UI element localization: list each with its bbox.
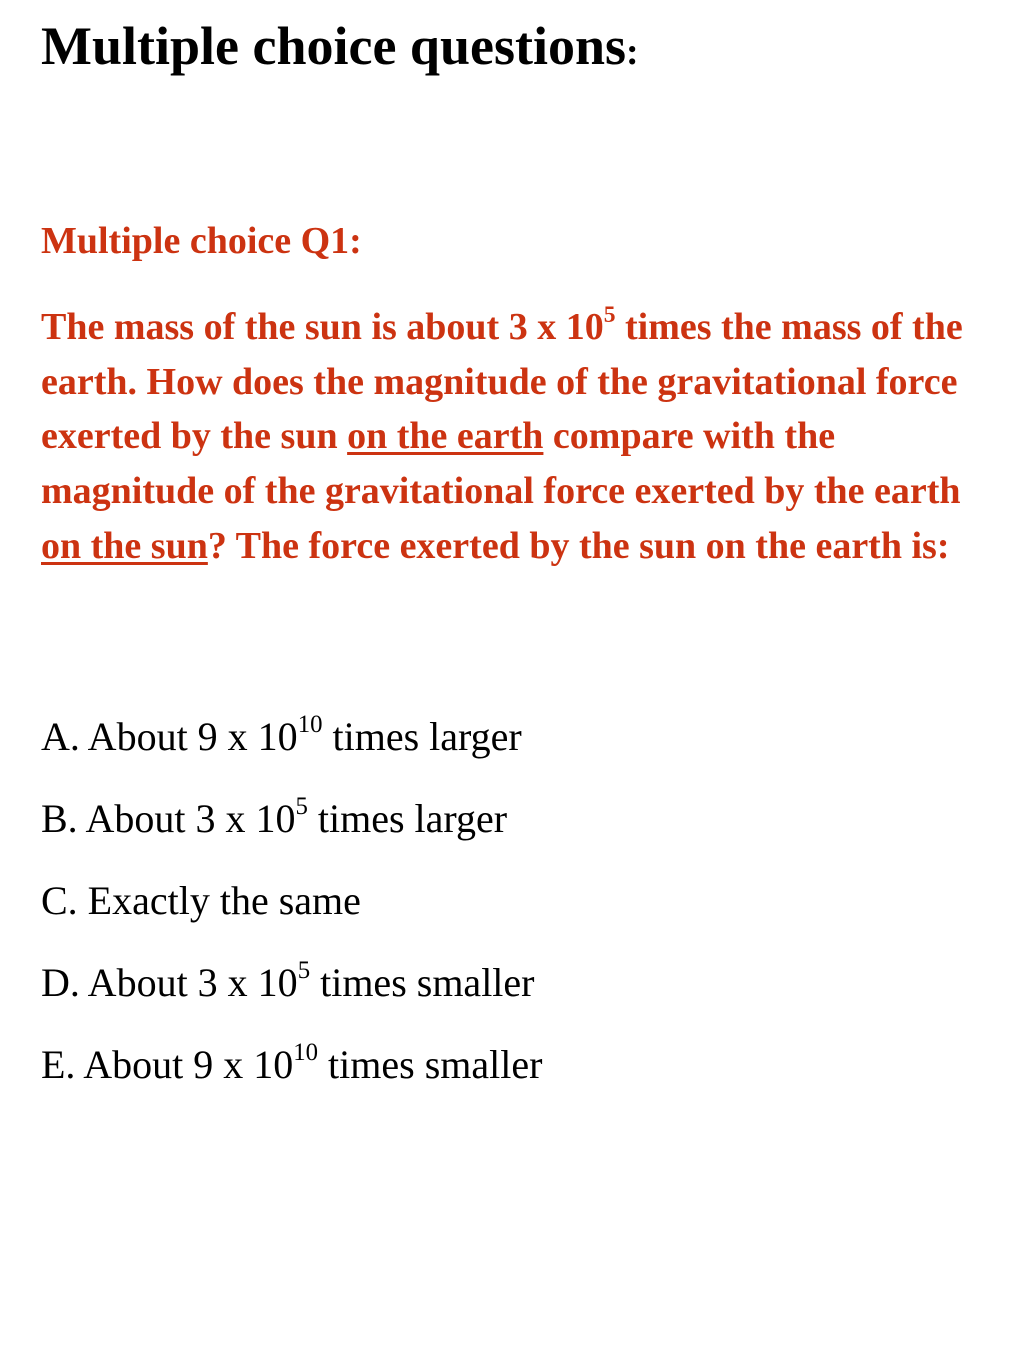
question-part-1: The mass of the sun is about 3 x 10	[41, 306, 604, 348]
option-a-exponent: 10	[297, 711, 323, 739]
title-text: Multiple choice questions	[41, 16, 627, 76]
question-part-3: compare with the magnitude of the gravitational force exerted by the earth	[41, 415, 961, 513]
answer-option-a	[41, 713, 522, 761]
question-text	[41, 300, 986, 574]
option-e-suffix: times smaller	[318, 1042, 543, 1087]
option-d-suffix: times smaller	[310, 960, 535, 1005]
title-colon: :	[626, 31, 639, 73]
option-c-text: C. Exactly the same	[41, 878, 361, 923]
answer-option-d	[41, 959, 535, 1007]
underlined-on-the-sun: on the sun	[41, 524, 208, 567]
option-d-exponent: 5	[297, 957, 311, 985]
page-title	[41, 14, 639, 79]
answer-option-e	[41, 1041, 542, 1089]
option-b-exponent: 5	[295, 793, 308, 821]
option-a-text: A. About 9 x 10	[41, 714, 298, 759]
option-e-text: E. About 9 x 10	[41, 1042, 294, 1087]
option-d-text: D. About 3 x 10	[41, 960, 298, 1005]
underlined-on-the-earth: on the earth	[347, 415, 544, 458]
question-exponent: 5	[603, 302, 616, 329]
question-part-4: ? The force exerted by the sun on the earth is:	[207, 524, 950, 567]
question-part-2: times the mass of the earth. How does the magnitude of the gravitational force exerted by the sun	[41, 306, 963, 458]
option-a-suffix: times larger	[322, 714, 522, 759]
option-b-text: B. About 3 x 10	[41, 796, 296, 841]
answer-option-c	[41, 877, 361, 925]
option-b-suffix: times larger	[307, 796, 508, 841]
answer-option-b	[41, 795, 507, 843]
question-heading: Multiple choice Q1:	[41, 220, 362, 262]
option-e-exponent: 10	[293, 1039, 319, 1067]
